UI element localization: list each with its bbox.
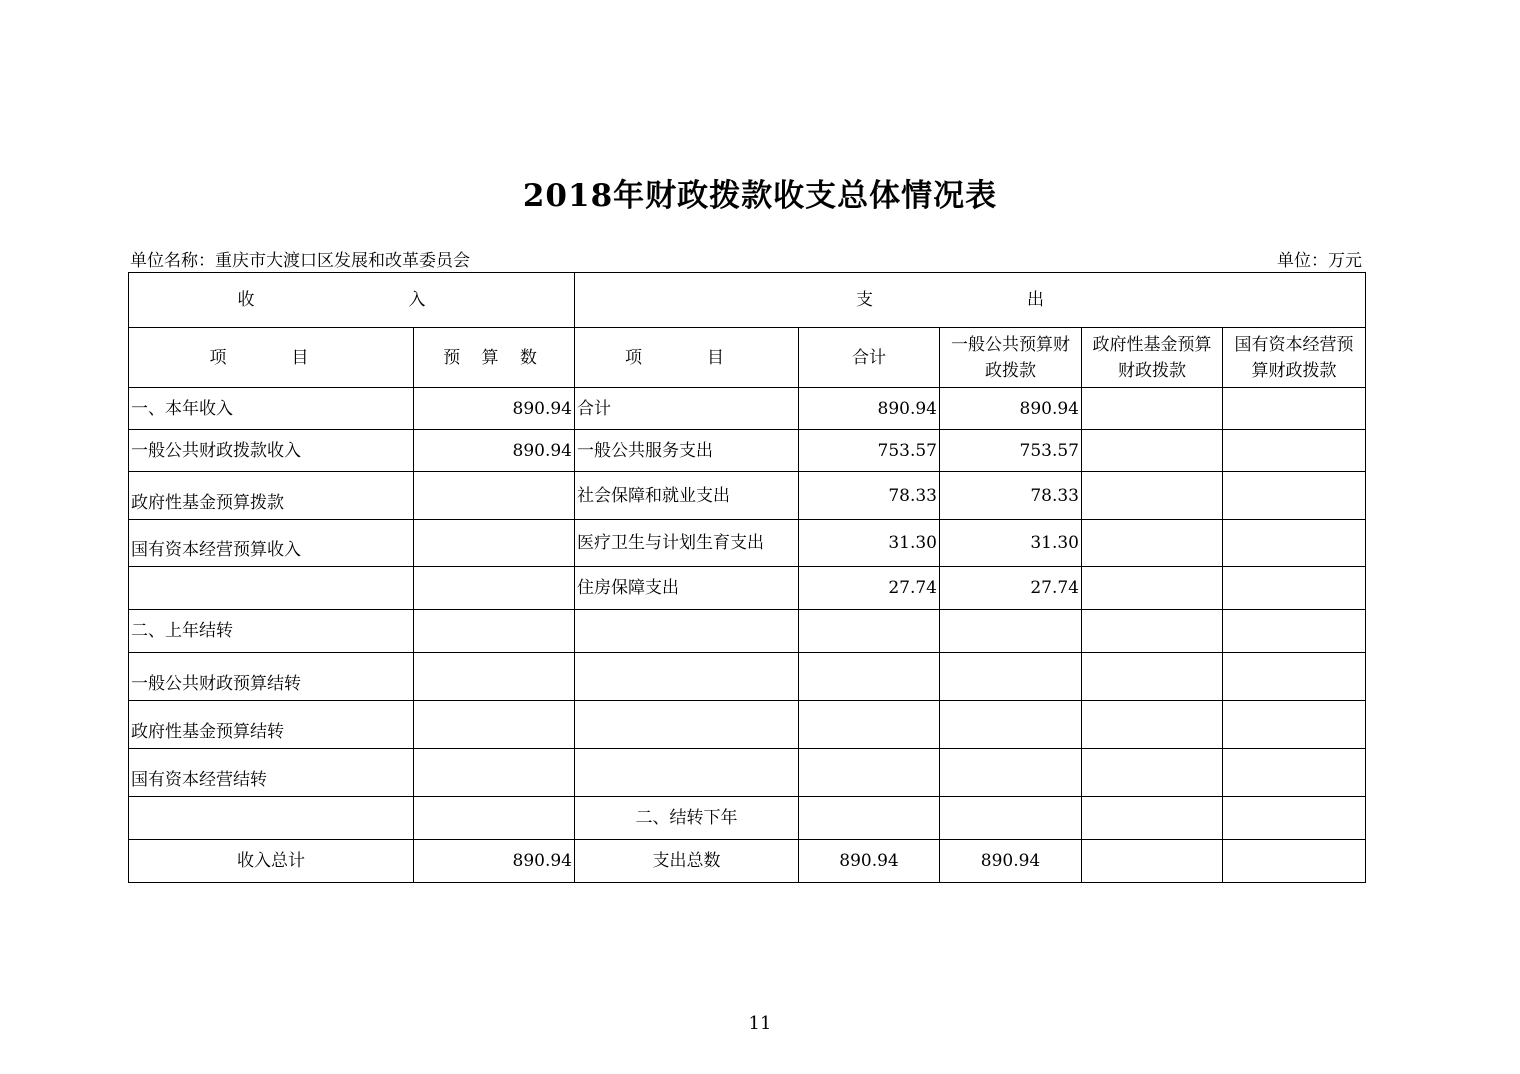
gov-fund-cell	[1082, 749, 1223, 797]
state-capital-sum-value	[1223, 840, 1366, 883]
gov-fund-cell	[1082, 430, 1223, 472]
state-capital-cell	[1223, 430, 1366, 472]
general-budget-header: 一般公共预算财政拨款	[940, 328, 1082, 388]
table-row	[129, 388, 1366, 430]
income-budget-cell	[414, 472, 575, 520]
table-row	[129, 610, 1366, 653]
general-budget-sum-value: 890.94	[940, 840, 1082, 883]
income-budget-cell: 890.94	[414, 388, 575, 430]
income-budget-cell	[414, 520, 575, 567]
state-capital-cell	[1223, 472, 1366, 520]
table-row	[129, 797, 1366, 840]
income-item-cell	[129, 567, 414, 610]
expense-item-cell: 医疗卫生与计划生育支出	[575, 520, 799, 567]
gov-fund-cell	[1082, 797, 1223, 840]
expense-item-cell: 住房保障支出	[575, 567, 799, 610]
income-budget-cell	[414, 567, 575, 610]
budget-table	[128, 272, 1366, 883]
gov-fund-sum-value	[1082, 840, 1223, 883]
income-item-cell: 国有资本经营预算收入	[129, 520, 414, 567]
total-cell	[799, 653, 940, 701]
income-group-header: 收 入	[129, 273, 575, 328]
table-row	[129, 472, 1366, 520]
gov-fund-cell	[1082, 388, 1223, 430]
general-budget-cell: 27.74	[940, 567, 1082, 610]
column-header-row	[129, 328, 1366, 388]
income-budget-cell	[414, 749, 575, 797]
state-capital-header: 国有资本经营预算财政拨款	[1223, 328, 1366, 388]
general-budget-cell: 31.30	[940, 520, 1082, 567]
state-capital-cell	[1223, 520, 1366, 567]
total-sum-value: 890.94	[799, 840, 940, 883]
general-budget-cell: 890.94	[940, 388, 1082, 430]
unit-name-label: 单位名称：重庆市大渡口区发展和改革委员会	[130, 251, 470, 271]
expense-item-cell: 合计	[575, 388, 799, 430]
income-budget-cell	[414, 797, 575, 840]
table-row	[129, 520, 1366, 567]
income-item-cell: 一般公共财政拨款收入	[129, 430, 414, 472]
income-total-label: 收入总计	[129, 840, 414, 883]
totals-row	[129, 840, 1366, 883]
general-budget-cell	[940, 653, 1082, 701]
general-budget-cell	[940, 749, 1082, 797]
income-item-cell: 一般公共财政预算结转	[129, 653, 414, 701]
total-header: 合计	[799, 328, 940, 388]
expense-item-cell: 一般公共服务支出	[575, 430, 799, 472]
gov-fund-cell	[1082, 472, 1223, 520]
state-capital-cell	[1223, 567, 1366, 610]
table-row	[129, 749, 1366, 797]
expense-item-cell: 社会保障和就业支出	[575, 472, 799, 520]
income-item-cell	[129, 797, 414, 840]
group-header-row	[129, 273, 1366, 328]
total-cell: 31.30	[799, 520, 940, 567]
expense-item-cell	[575, 610, 799, 653]
expense-group-header: 支 出	[575, 273, 1366, 328]
income-item-cell: 国有资本经营结转	[129, 749, 414, 797]
total-cell	[799, 610, 940, 653]
income-total-value: 890.94	[414, 840, 575, 883]
state-capital-cell	[1223, 749, 1366, 797]
total-cell: 27.74	[799, 567, 940, 610]
total-cell	[799, 797, 940, 840]
page-number: 11	[748, 1013, 772, 1034]
state-capital-cell	[1223, 388, 1366, 430]
total-cell	[799, 749, 940, 797]
table-row	[129, 701, 1366, 749]
general-budget-cell	[940, 701, 1082, 749]
total-cell	[799, 701, 940, 749]
general-budget-cell: 78.33	[940, 472, 1082, 520]
income-budget-cell	[414, 701, 575, 749]
total-cell: 890.94	[799, 388, 940, 430]
expense-item-header: 项 目	[575, 328, 799, 388]
income-budget-header: 预 算 数	[414, 328, 575, 388]
gov-fund-cell	[1082, 610, 1223, 653]
income-item-header: 项 目	[129, 328, 414, 388]
gov-fund-header: 政府性基金预算财政拨款	[1082, 328, 1223, 388]
gov-fund-cell	[1082, 520, 1223, 567]
expense-item-cell	[575, 701, 799, 749]
income-item-cell: 一、本年收入	[129, 388, 414, 430]
state-capital-cell	[1223, 653, 1366, 701]
total-cell: 78.33	[799, 472, 940, 520]
gov-fund-cell	[1082, 567, 1223, 610]
gov-fund-cell	[1082, 653, 1223, 701]
gov-fund-cell	[1082, 701, 1223, 749]
expense-item-cell	[575, 653, 799, 701]
expense-item-cell	[575, 749, 799, 797]
expense-item-cell: 二、结转下年	[575, 797, 799, 840]
unit-label: 单位：万元	[1277, 251, 1362, 271]
general-budget-cell	[940, 797, 1082, 840]
total-cell: 753.57	[799, 430, 940, 472]
income-item-cell: 二、上年结转	[129, 610, 414, 653]
income-budget-cell	[414, 610, 575, 653]
expense-total-label: 支出总数	[575, 840, 799, 883]
state-capital-cell	[1223, 610, 1366, 653]
state-capital-cell	[1223, 797, 1366, 840]
income-budget-cell	[414, 653, 575, 701]
general-budget-cell	[940, 610, 1082, 653]
table-row	[129, 653, 1366, 701]
table-row	[129, 567, 1366, 610]
income-budget-cell: 890.94	[414, 430, 575, 472]
state-capital-cell	[1223, 701, 1366, 749]
income-item-cell: 政府性基金预算结转	[129, 701, 414, 749]
document-title: 2018年财政拨款收支总体情况表	[522, 178, 998, 214]
table-row	[129, 430, 1366, 472]
general-budget-cell: 753.57	[940, 430, 1082, 472]
income-item-cell: 政府性基金预算拨款	[129, 472, 414, 520]
